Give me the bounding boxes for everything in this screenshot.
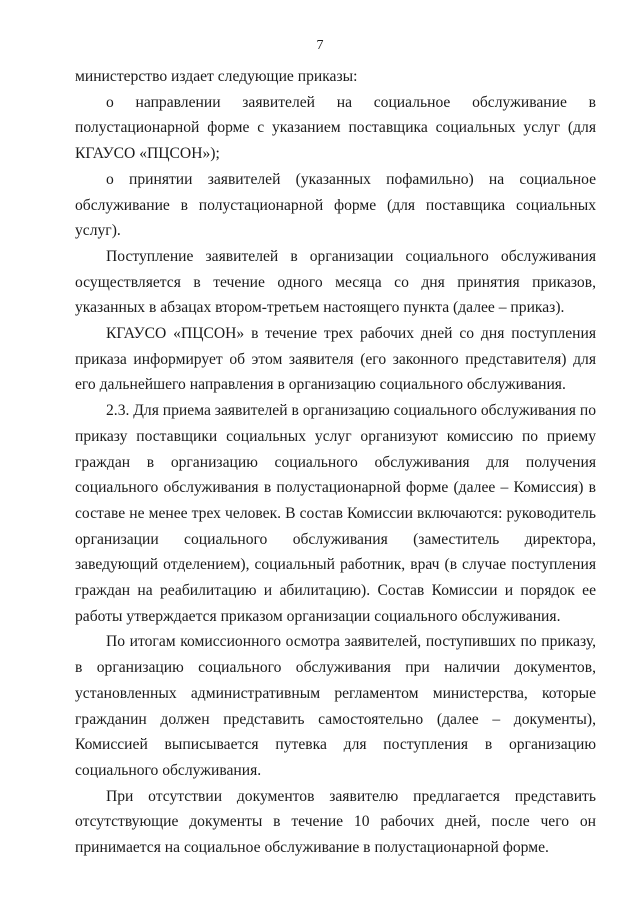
paragraph-order-direction: о направлении заявителей на социальное обслуживание в полустационарной форме с указанием поставщика социальных услуг (для КГАУСО «ПЦСОН»);	[75, 93, 596, 163]
paragraph-applicant-notification: КГАУСО «ПЦСОН» в течение трех рабочих дней со дня поступления приказа информирует об этом заявителя (его законного представителя) для его дальнейшего направления в организацию социального обслуживания.	[75, 325, 596, 394]
paragraph-orders-intro: министерство издает следующие приказы:	[75, 68, 358, 85]
paragraph-admission-term: Поступление заявителей в организации социального обслуживания осуществляется в течение одного месяца со дня принятия приказов, указанных в абзацах втором-третьем настоящего пункта (далее – приказ).	[75, 247, 596, 317]
document-body	[75, 64, 596, 861]
paragraph-commission-section-2-3: 2.3. Для приема заявителей в организацию социального обслуживания по приказу поставщики социальных услуг организуют комиссию по приему граждан в организацию социального обслуживания для получения социального обслуживания в полустационарной форме (далее – Комиссия) в составе не менее трех человек. В состав Комиссии включаются: руководитель организации социального обслуживания (заместитель директора, заведующий отделением), социальный работник, врач (в случае поступления граждан на реабилитацию и абилитацию). Состав Комиссии и порядок ее работы утверждается приказом организации социального обслуживания.	[75, 402, 596, 625]
paragraph-commission-voucher: По итогам комиссионного осмотра заявителей, поступивших по приказу, в организацию социального обслуживания при наличии документов, установленных административным регламентом министерства, которые гражданин должен представить самостоятельно (далее – документы), Комиссией выписывается путевка для поступления в организацию социального обслуживания.	[75, 633, 596, 779]
paragraph-missing-documents: При отсутствии документов заявителю предлагается представить отсутствующие документы в течение 10 рабочих дней, после чего он принимается на социальное обслуживание в полустационарной форме.	[75, 787, 596, 857]
page-number: 7	[316, 38, 324, 53]
paragraph-order-acceptance: о принятии заявителей (указанных пофамильно) на социальное обслуживание в полустационарной форме (для поставщика социальных услуг).	[75, 170, 596, 240]
